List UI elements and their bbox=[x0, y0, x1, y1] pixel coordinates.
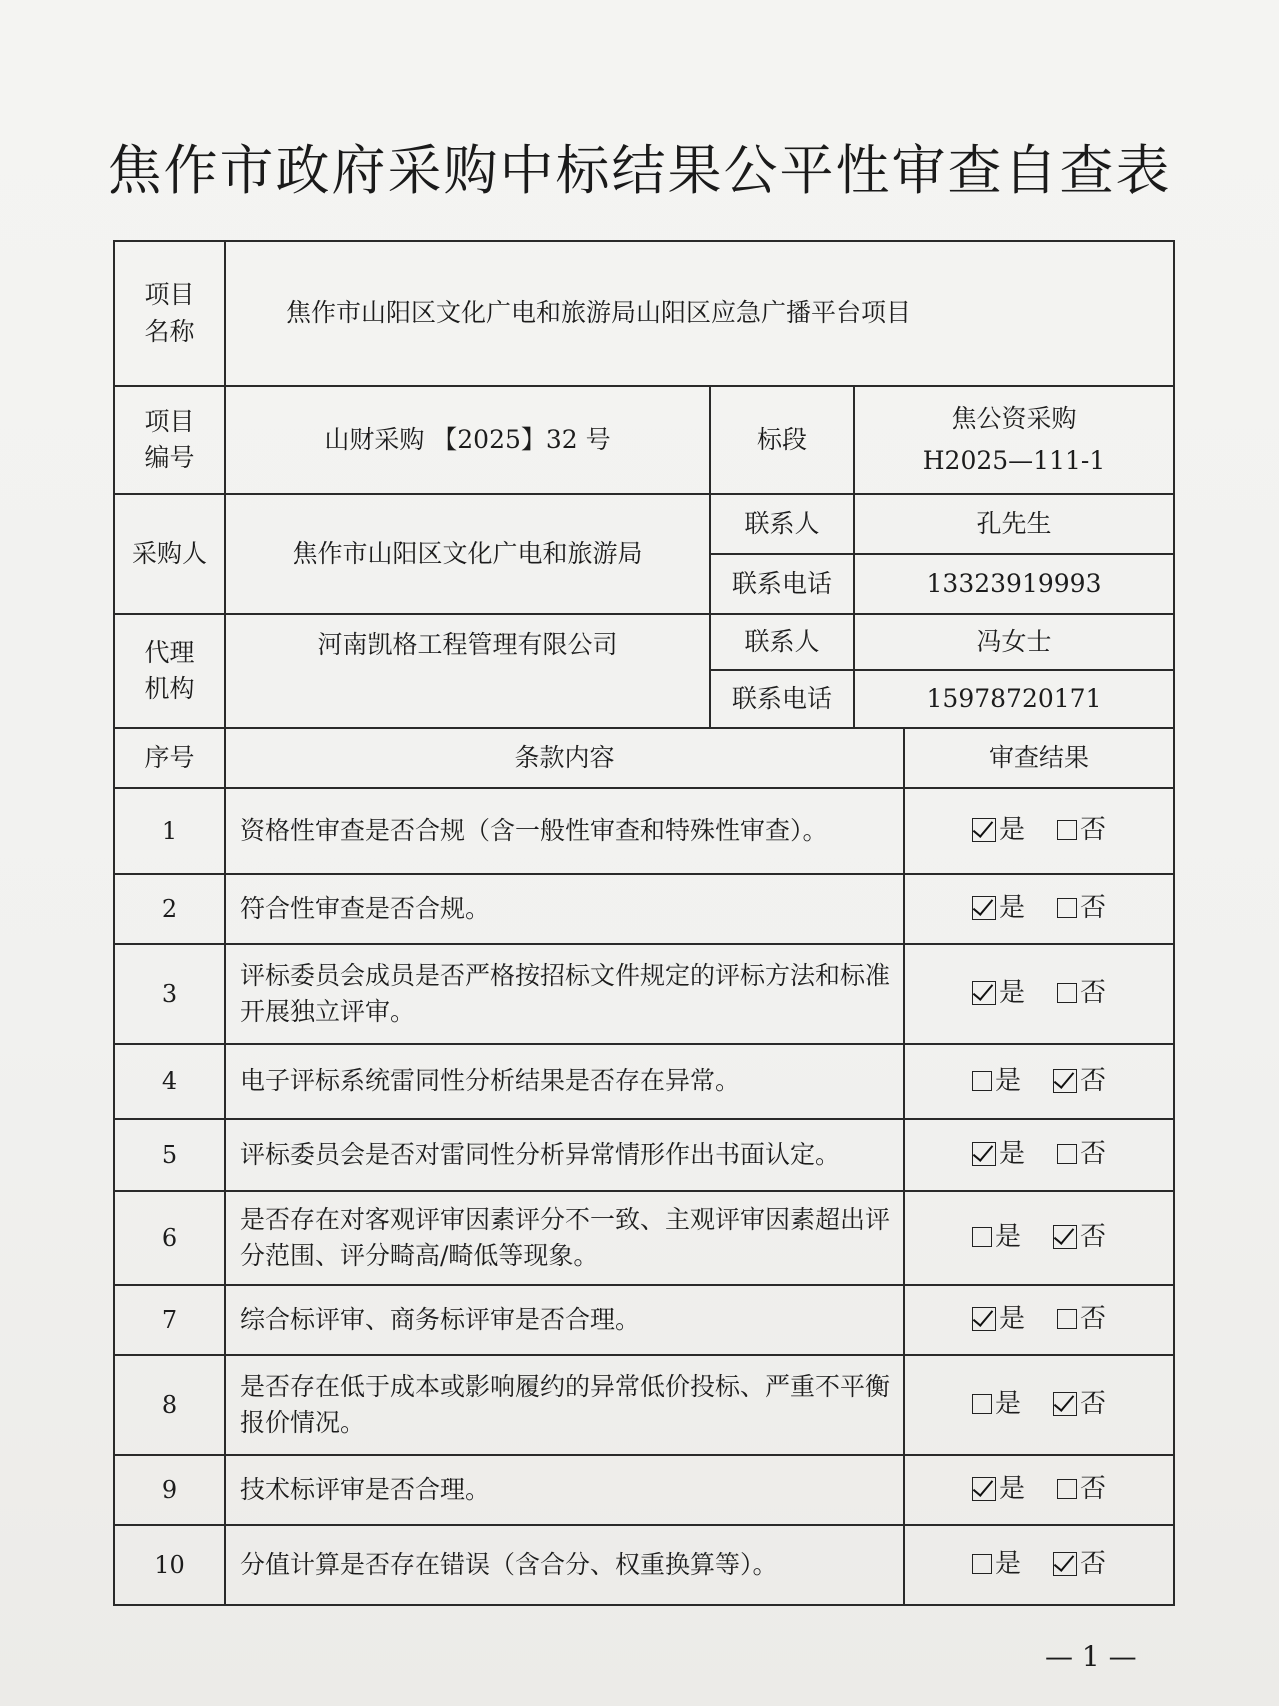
table-row bbox=[114, 1285, 1174, 1355]
option-yes[interactable] bbox=[972, 1136, 1025, 1174]
checkbox-icon[interactable] bbox=[1057, 1309, 1077, 1329]
item-result bbox=[904, 944, 1174, 1044]
table-row bbox=[114, 788, 1174, 874]
purchaser-value: 焦作市山阳区文化广电和旅游局 bbox=[225, 494, 710, 614]
option-yes[interactable] bbox=[972, 1546, 1021, 1584]
item-content: 是否存在低于成本或影响履约的异常低价投标、严重不平衡报价情况。 bbox=[225, 1355, 904, 1455]
item-content: 资格性审查是否合规（含一般性审查和特殊性审查）。 bbox=[225, 788, 904, 874]
checkbox-icon[interactable] bbox=[1057, 1479, 1077, 1499]
item-content: 是否存在对客观评审因素评分不一致、主观评审因素超出评分范围、评分畸高/畸低等现象。 bbox=[225, 1191, 904, 1285]
project-name-value: 焦作市山阳区文化广电和旅游局山阳区应急广播平台项目 bbox=[225, 241, 1174, 386]
table-row bbox=[114, 1455, 1174, 1525]
option-yes[interactable] bbox=[972, 812, 1025, 850]
purchaser-phone-label: 联系电话 bbox=[710, 554, 854, 614]
item-number: 5 bbox=[114, 1119, 225, 1191]
item-result bbox=[904, 1355, 1174, 1455]
page-number: — 1 — bbox=[1045, 1640, 1137, 1673]
checked-box-icon[interactable] bbox=[1053, 1392, 1077, 1416]
checkbox-icon[interactable] bbox=[1057, 983, 1077, 1003]
purchaser-row bbox=[114, 494, 1174, 554]
checked-box-icon[interactable] bbox=[972, 1477, 996, 1501]
item-number: 1 bbox=[114, 788, 225, 874]
item-result bbox=[904, 1455, 1174, 1525]
project-number-row bbox=[114, 386, 1174, 494]
checked-box-icon[interactable] bbox=[972, 981, 996, 1005]
checked-box-icon[interactable] bbox=[1053, 1069, 1077, 1093]
header-content: 条款内容 bbox=[225, 728, 904, 788]
section-label: 标段 bbox=[710, 386, 854, 494]
checkbox-icon[interactable] bbox=[972, 1394, 992, 1414]
item-result bbox=[904, 1525, 1174, 1605]
section-value bbox=[854, 386, 1174, 494]
option-no-label: 否 bbox=[1080, 815, 1107, 846]
item-result bbox=[904, 788, 1174, 874]
section-value-line1: 焦公资采购 bbox=[951, 403, 1077, 433]
option-no[interactable] bbox=[1057, 890, 1106, 928]
option-no-label: 否 bbox=[1080, 1389, 1107, 1420]
item-content: 分值计算是否存在错误（含合分、权重换算等）。 bbox=[225, 1525, 904, 1605]
purchaser-contact-value: 孔先生 bbox=[854, 494, 1174, 554]
option-no-label: 否 bbox=[1080, 1222, 1107, 1253]
option-no-label: 否 bbox=[1080, 893, 1107, 924]
option-no-label: 否 bbox=[1080, 1139, 1107, 1170]
agency-phone-label: 联系电话 bbox=[710, 670, 854, 728]
table-row bbox=[114, 1191, 1174, 1285]
option-yes-label: 是 bbox=[998, 1139, 1025, 1170]
option-no-label: 否 bbox=[1080, 1549, 1107, 1580]
table-row bbox=[114, 1355, 1174, 1455]
option-no[interactable] bbox=[1057, 812, 1106, 850]
item-number: 2 bbox=[114, 874, 225, 944]
checkbox-icon[interactable] bbox=[1057, 1144, 1077, 1164]
option-yes[interactable] bbox=[972, 1063, 1021, 1101]
option-no-label: 否 bbox=[1080, 1304, 1107, 1335]
item-number: 10 bbox=[114, 1525, 225, 1605]
table-row bbox=[114, 1119, 1174, 1191]
checked-box-icon[interactable] bbox=[1053, 1552, 1077, 1576]
option-yes[interactable] bbox=[972, 1471, 1025, 1509]
option-yes-label: 是 bbox=[994, 1065, 1021, 1096]
option-no[interactable] bbox=[1057, 1301, 1106, 1339]
item-result bbox=[904, 1119, 1174, 1191]
option-no[interactable] bbox=[1053, 1063, 1106, 1101]
option-yes-label: 是 bbox=[998, 978, 1025, 1009]
option-no-label: 否 bbox=[1080, 1474, 1107, 1505]
agency-contact-value: 冯女士 bbox=[854, 614, 1174, 670]
option-yes-label: 是 bbox=[998, 1304, 1025, 1335]
table-row bbox=[114, 1525, 1174, 1605]
checked-box-icon[interactable] bbox=[972, 896, 996, 920]
option-no[interactable] bbox=[1053, 1546, 1106, 1584]
option-no-label: 否 bbox=[1080, 1065, 1107, 1096]
item-result bbox=[904, 1044, 1174, 1119]
option-yes-label: 是 bbox=[998, 1474, 1025, 1505]
purchaser-label: 采购人 bbox=[114, 494, 225, 614]
review-form-table bbox=[113, 240, 1175, 1606]
checkbox-icon[interactable] bbox=[972, 1227, 992, 1247]
option-no-label: 否 bbox=[1080, 978, 1107, 1009]
agency-label: 代理机构 bbox=[114, 614, 225, 728]
agency-row bbox=[114, 614, 1174, 670]
option-no[interactable] bbox=[1057, 975, 1106, 1013]
checkbox-icon[interactable] bbox=[972, 1071, 992, 1091]
option-yes-label: 是 bbox=[998, 893, 1025, 924]
option-no[interactable] bbox=[1053, 1219, 1106, 1257]
item-number: 6 bbox=[114, 1191, 225, 1285]
item-result bbox=[904, 1191, 1174, 1285]
option-yes[interactable] bbox=[972, 1219, 1021, 1257]
item-result bbox=[904, 1285, 1174, 1355]
section-value-line2: H2025—111-1 bbox=[922, 446, 1106, 475]
checked-box-icon[interactable] bbox=[972, 818, 996, 842]
option-no[interactable] bbox=[1053, 1386, 1106, 1424]
option-yes[interactable] bbox=[972, 890, 1025, 928]
item-content: 评标委员会是否对雷同性分析异常情形作出书面认定。 bbox=[225, 1119, 904, 1191]
option-yes[interactable] bbox=[972, 975, 1025, 1013]
option-yes-label: 是 bbox=[994, 1222, 1021, 1253]
table-row bbox=[114, 1044, 1174, 1119]
purchaser-phone-value: 13323919993 bbox=[854, 554, 1174, 614]
item-number: 8 bbox=[114, 1355, 225, 1455]
item-number: 7 bbox=[114, 1285, 225, 1355]
option-no[interactable] bbox=[1057, 1136, 1106, 1174]
agency-contact-label: 联系人 bbox=[710, 614, 854, 670]
option-yes[interactable] bbox=[972, 1301, 1025, 1339]
item-content: 综合标评审、商务标评审是否合理。 bbox=[225, 1285, 904, 1355]
page-title: 焦作市政府采购中标结果公平性审查自查表 bbox=[107, 139, 1172, 202]
project-name-row bbox=[114, 241, 1174, 386]
option-yes-label: 是 bbox=[994, 1549, 1021, 1580]
item-content: 电子评标系统雷同性分析结果是否存在异常。 bbox=[225, 1044, 904, 1119]
project-number-label: 项目编号 bbox=[114, 386, 225, 494]
item-number: 9 bbox=[114, 1455, 225, 1525]
checkbox-icon[interactable] bbox=[972, 1554, 992, 1574]
checked-box-icon[interactable] bbox=[972, 1142, 996, 1166]
option-no[interactable] bbox=[1057, 1471, 1106, 1509]
checkbox-icon[interactable] bbox=[1057, 820, 1077, 840]
option-yes[interactable] bbox=[972, 1386, 1021, 1424]
item-number: 3 bbox=[114, 944, 225, 1044]
checked-box-icon[interactable] bbox=[972, 1307, 996, 1331]
project-number-value: 山财采购 【2025】32 号 bbox=[225, 386, 710, 494]
item-number: 4 bbox=[114, 1044, 225, 1119]
item-result bbox=[904, 874, 1174, 944]
item-content: 符合性审查是否合规。 bbox=[225, 874, 904, 944]
header-result: 审查结果 bbox=[904, 728, 1174, 788]
items-body bbox=[114, 788, 1174, 1605]
checkbox-icon[interactable] bbox=[1057, 898, 1077, 918]
purchaser-contact-label: 联系人 bbox=[710, 494, 854, 554]
project-name-label: 项目名称 bbox=[114, 241, 225, 386]
items-header-row bbox=[114, 728, 1174, 788]
header-no: 序号 bbox=[114, 728, 225, 788]
table-row bbox=[114, 944, 1174, 1044]
option-yes-label: 是 bbox=[998, 815, 1025, 846]
agency-value: 河南凯格工程管理有限公司 bbox=[225, 614, 710, 728]
table-row bbox=[114, 874, 1174, 944]
item-content: 技术标评审是否合理。 bbox=[225, 1455, 904, 1525]
agency-phone-value: 15978720171 bbox=[854, 670, 1174, 728]
checked-box-icon[interactable] bbox=[1053, 1225, 1077, 1249]
option-yes-label: 是 bbox=[994, 1389, 1021, 1420]
item-content: 评标委员会成员是否严格按招标文件规定的评标方法和标准开展独立评审。 bbox=[225, 944, 904, 1044]
